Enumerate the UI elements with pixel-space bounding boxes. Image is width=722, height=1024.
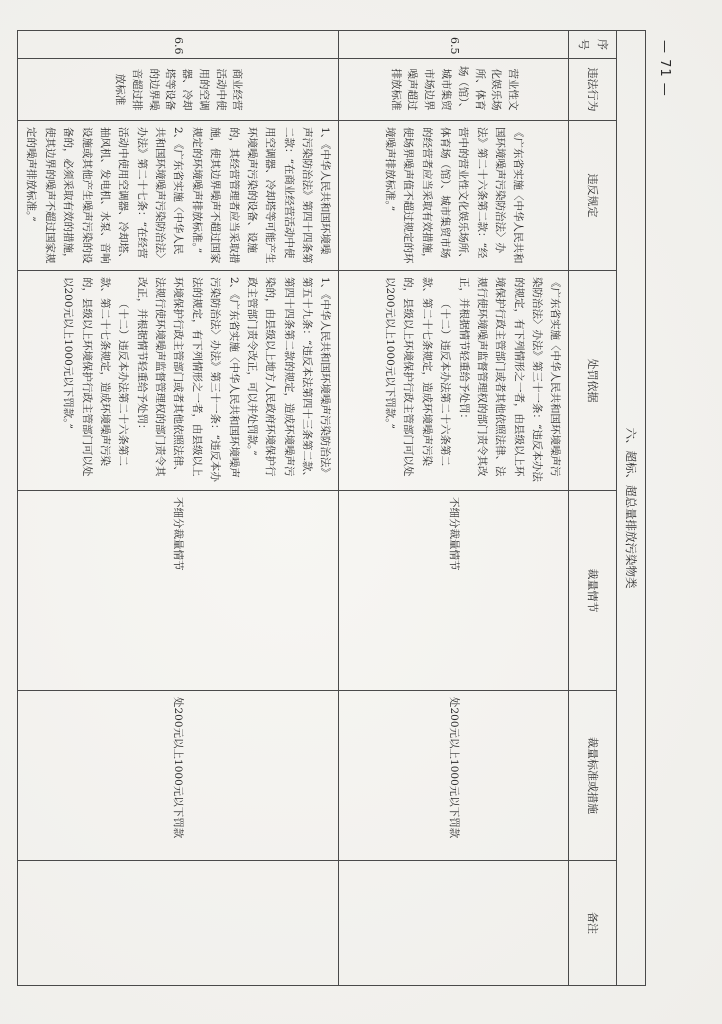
- header-act: 违法行为: [569, 59, 617, 121]
- basis-paragraph: （十二）违反本办法第二十六条第二款、第二十七条规定，造成环境噪声污染的，县级以上环境保护行政主管部门可以处以200元以上1000元以下罚款。”: [384, 277, 452, 477]
- row-seq: 6.5: [339, 31, 569, 59]
- row-note: [18, 861, 339, 986]
- rule-paragraph: 1、《中华人民共和国环境噪声污染防治法》第四十四条第二款：“在商业经营活动中使用空调器、冷却塔等可能产生环境噪声污染的设备、设施的，其经营管理者应当采取措施，使其边界噪声不超过国家规定的环境噪声排放标准。”: [190, 127, 332, 264]
- header-circ: 裁量情节: [569, 491, 617, 691]
- basis-paragraph: 2、《广东省实施〈中华人民共和国环境噪声污染防治法〉办法》第三十一条：“违反本办法的规定，有下列情形之一者，由县级以上环境保护行政主管部门或者其他依照法律、法规行使环境噪声监督管理权的部门责令其改正，并根据情节轻重给予处罚：: [135, 277, 240, 482]
- row-act: 商业经营活动中使用的空调器、冷却塔等设备的边界噪音超过排放标准: [18, 59, 339, 121]
- row-rule: [339, 121, 569, 271]
- row-basis: [18, 271, 339, 491]
- header-measure: 裁量标准或措施: [569, 691, 617, 861]
- row-rule: [18, 121, 339, 271]
- regulation-table: [17, 30, 646, 986]
- table-row: [18, 31, 339, 986]
- basis-paragraph: 1、《中华人民共和国环境噪声污染防治法》第五十九条：“违反本法第四十三条第二款、第四十四条第二款的规定，造成环境噪声污染的，由县级以上地方人民政府环境保护行政主管部门责令改正，可以并处罚款。”: [246, 277, 332, 482]
- rotated-table-container: [25, 30, 646, 985]
- page-number: — 71 —: [657, 40, 672, 97]
- basis-paragraph: （十二）违反本办法第二十六条第二款、第二十七条规定，造成环境噪声污染的，县级以上环境保护行政主管部门可以处以200元以上1000元以下罚款。”: [62, 277, 130, 477]
- row-measure: 处200元以上1000元以下罚款: [339, 691, 569, 861]
- table-row: [339, 31, 569, 986]
- row-basis: [339, 271, 569, 491]
- row-seq: 6.6: [18, 31, 339, 59]
- table-caption: 六、超标、超总量排放污染物类: [617, 31, 646, 986]
- header-basis: 处罚依据: [569, 271, 617, 491]
- row-note: [339, 861, 569, 986]
- header-rule: 违反规定: [569, 121, 617, 271]
- header-note: 备注: [569, 861, 617, 986]
- basis-paragraph: 《广东省实施〈中华人民共和国环境噪声污染防治法〉办法》第三十一条：“违反本办法的规定，有下列情形之一者，由县级以上环境保护行政主管部门或者其他依照法律、法规行使环境噪声监督管理权的部门责令其改正，并根据情节轻重给予处罚：: [457, 277, 562, 482]
- row-circ: 不细分裁量情节: [18, 491, 339, 691]
- row-circ: 不细分裁量情节: [339, 491, 569, 691]
- row-act: 营业性文化娱乐场所、体育场（馆）、城市集贸市场边界噪声超过排放标准: [339, 59, 569, 121]
- rule-paragraph: 2、《广东省实施〈中华人民共和国环境噪声污染防治法〉办法》第二十七条：“在经营活动中使用空调器、冷却塔、抽风机、发电机、水泵、音响设施或其他产生噪声污染的设备的，必须采取有效的措施，使其边界的噪声不超过国家规定的噪声排放标准。”: [25, 127, 185, 264]
- header-seq: 序号: [569, 31, 617, 59]
- row-measure: 处200元以上1000元以下罚款: [18, 691, 339, 861]
- rule-paragraph: 《广东省实施〈中华人民共和国环境噪声污染防治法〉办法》第二十六条第二款：“经营中的营业性文化娱乐场所、体育场（馆）、城市集贸市场的经营者应当采取有效措施，使场界噪声值不超过规定的环境噪声排放标准。”: [383, 127, 525, 264]
- header-row: [569, 31, 617, 986]
